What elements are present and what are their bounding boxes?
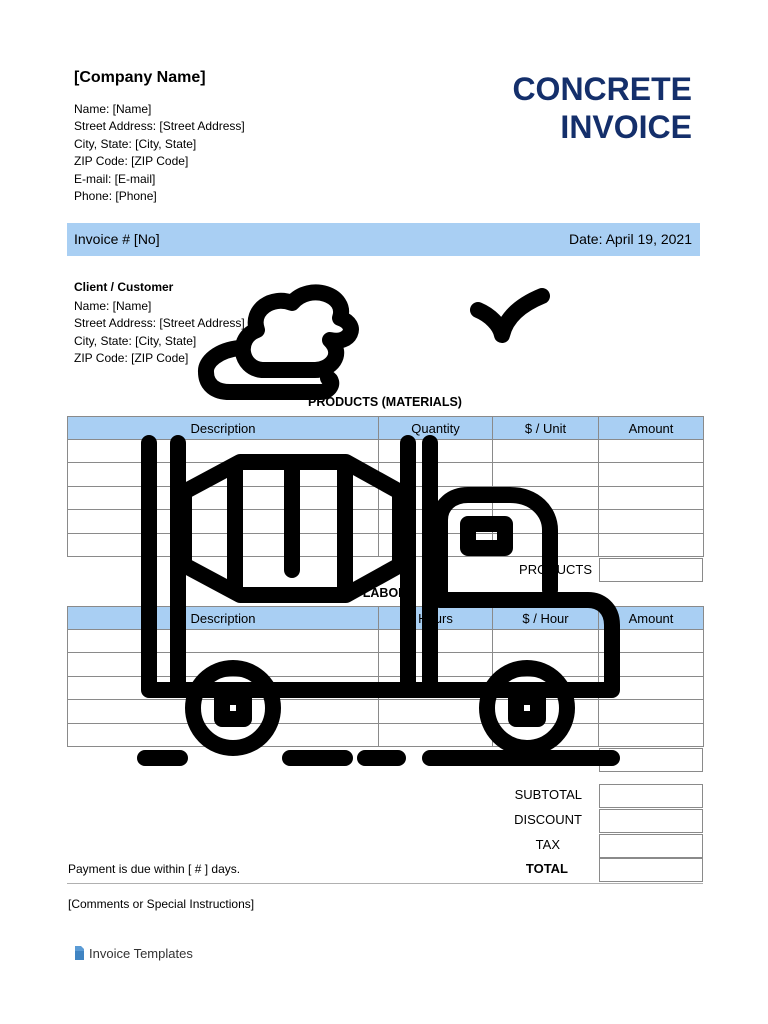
payment-terms: Payment is due within [ # ] days. — [68, 862, 241, 876]
table-cell[interactable] — [493, 463, 599, 486]
products-col-unit-price: $ / Unit — [493, 417, 599, 440]
company-street-line: Street Address: [Street Address] — [74, 119, 245, 134]
products-table — [67, 416, 704, 557]
company-name-line: Name: [Name] — [74, 102, 152, 116]
table-cell[interactable] — [493, 700, 599, 723]
client-name-line: Name: [Name] — [74, 299, 152, 313]
table-cell[interactable] — [68, 723, 379, 746]
invoice-info-bar — [67, 223, 700, 256]
company-email-line: E-mail: [E-mail] — [74, 171, 156, 186]
labor-col-amount: Amount — [599, 607, 704, 630]
table-cell[interactable] — [379, 486, 493, 509]
table-cell[interactable] — [493, 533, 599, 556]
tax-box[interactable] — [599, 834, 703, 858]
table-cell[interactable] — [493, 630, 599, 653]
labor-subtotal-box[interactable] — [599, 748, 703, 772]
table-cell[interactable] — [68, 510, 379, 533]
table-cell[interactable] — [599, 700, 704, 723]
table-cell[interactable] — [68, 653, 379, 676]
table-row — [68, 630, 704, 653]
company-name: [Company Name] — [74, 69, 206, 86]
labor-col-hour-rate: $ / Hour — [493, 607, 599, 630]
table-cell[interactable] — [599, 653, 704, 676]
products-subtotal-label: PRODUCTS — [519, 562, 592, 577]
title-line-2: INVOICE — [560, 109, 692, 145]
table-cell[interactable] — [599, 676, 704, 699]
discount-box[interactable] — [599, 809, 703, 833]
total-label: TOTAL — [525, 861, 568, 876]
tax-label: TAX — [535, 837, 560, 852]
labor-header-row — [68, 607, 704, 630]
table-cell[interactable] — [379, 463, 493, 486]
products-header-row — [68, 417, 704, 440]
products-title: PRODUCTS (MATERIALS) — [308, 395, 462, 409]
table-cell[interactable] — [379, 653, 493, 676]
table-cell[interactable] — [493, 723, 599, 746]
table-row — [68, 510, 704, 533]
comments: [Comments or Special Instructions] — [68, 897, 255, 911]
table-row — [68, 533, 704, 556]
brand — [73, 945, 193, 961]
table-cell[interactable] — [68, 700, 379, 723]
table-cell[interactable] — [493, 676, 599, 699]
client-info — [74, 298, 245, 368]
company-phone-line: Phone: [Phone] — [74, 189, 157, 204]
table-cell[interactable] — [68, 486, 379, 509]
table-row — [68, 440, 704, 463]
table-cell[interactable] — [68, 440, 379, 463]
client-zip-line: ZIP Code: [ZIP Code] — [74, 351, 189, 366]
subtotal-label: SUBTOTAL — [514, 787, 582, 802]
products-subtotal-box[interactable] — [599, 558, 703, 582]
table-cell[interactable] — [68, 533, 379, 556]
company-zip-line: ZIP Code: [ZIP Code] — [74, 154, 189, 169]
document-title — [512, 70, 692, 146]
client-heading: Client / Customer — [74, 280, 174, 294]
labor-col-hours: Hours — [379, 607, 493, 630]
cloud-icon — [243, 292, 351, 370]
table-cell[interactable] — [379, 510, 493, 533]
table-cell[interactable] — [599, 533, 704, 556]
table-cell[interactable] — [379, 440, 493, 463]
discount-label: DISCOUNT — [514, 812, 582, 827]
title-line-1: CONCRETE — [512, 71, 692, 107]
table-cell[interactable] — [68, 463, 379, 486]
table-cell[interactable] — [379, 700, 493, 723]
company-city-line: City, State: [City, State] — [74, 136, 197, 151]
table-row — [68, 463, 704, 486]
labor-title: LABOR — [362, 586, 408, 600]
bird-icon — [478, 296, 542, 335]
table-cell[interactable] — [493, 440, 599, 463]
table-cell[interactable] — [379, 676, 493, 699]
invoice-number: Invoice # [No] — [74, 231, 160, 247]
products-col-description: Description — [68, 417, 379, 440]
table-cell[interactable] — [599, 510, 704, 533]
table-cell[interactable] — [379, 533, 493, 556]
labor-col-description: Description — [68, 607, 379, 630]
table-row — [68, 676, 704, 699]
table-cell[interactable] — [599, 486, 704, 509]
table-row — [68, 700, 704, 723]
invoice-date: Date: April 19, 2021 — [569, 231, 692, 247]
table-cell[interactable] — [493, 510, 599, 533]
table-cell[interactable] — [68, 676, 379, 699]
table-cell[interactable] — [599, 723, 704, 746]
client-street-line: Street Address: [Street Address] — [74, 316, 245, 331]
client-city-line: City, State: [City, State] — [74, 333, 197, 348]
divider — [67, 883, 703, 884]
table-row — [68, 723, 704, 746]
company-info — [74, 101, 245, 205]
table-cell[interactable] — [599, 440, 704, 463]
table-cell[interactable] — [599, 463, 704, 486]
table-cell[interactable] — [379, 723, 493, 746]
table-row — [68, 486, 704, 509]
brand-name: Invoice Templates — [89, 945, 193, 961]
table-cell[interactable] — [493, 486, 599, 509]
table-row — [68, 653, 704, 676]
products-col-quantity: Quantity — [379, 417, 493, 440]
table-cell[interactable] — [68, 630, 379, 653]
table-cell[interactable] — [493, 653, 599, 676]
total-box[interactable] — [599, 858, 703, 882]
products-col-amount: Amount — [599, 417, 704, 440]
table-cell[interactable] — [599, 630, 704, 653]
labor-table — [67, 606, 704, 747]
table-cell[interactable] — [379, 630, 493, 653]
brand-logo-icon — [73, 945, 85, 961]
subtotal-box[interactable] — [599, 784, 703, 808]
